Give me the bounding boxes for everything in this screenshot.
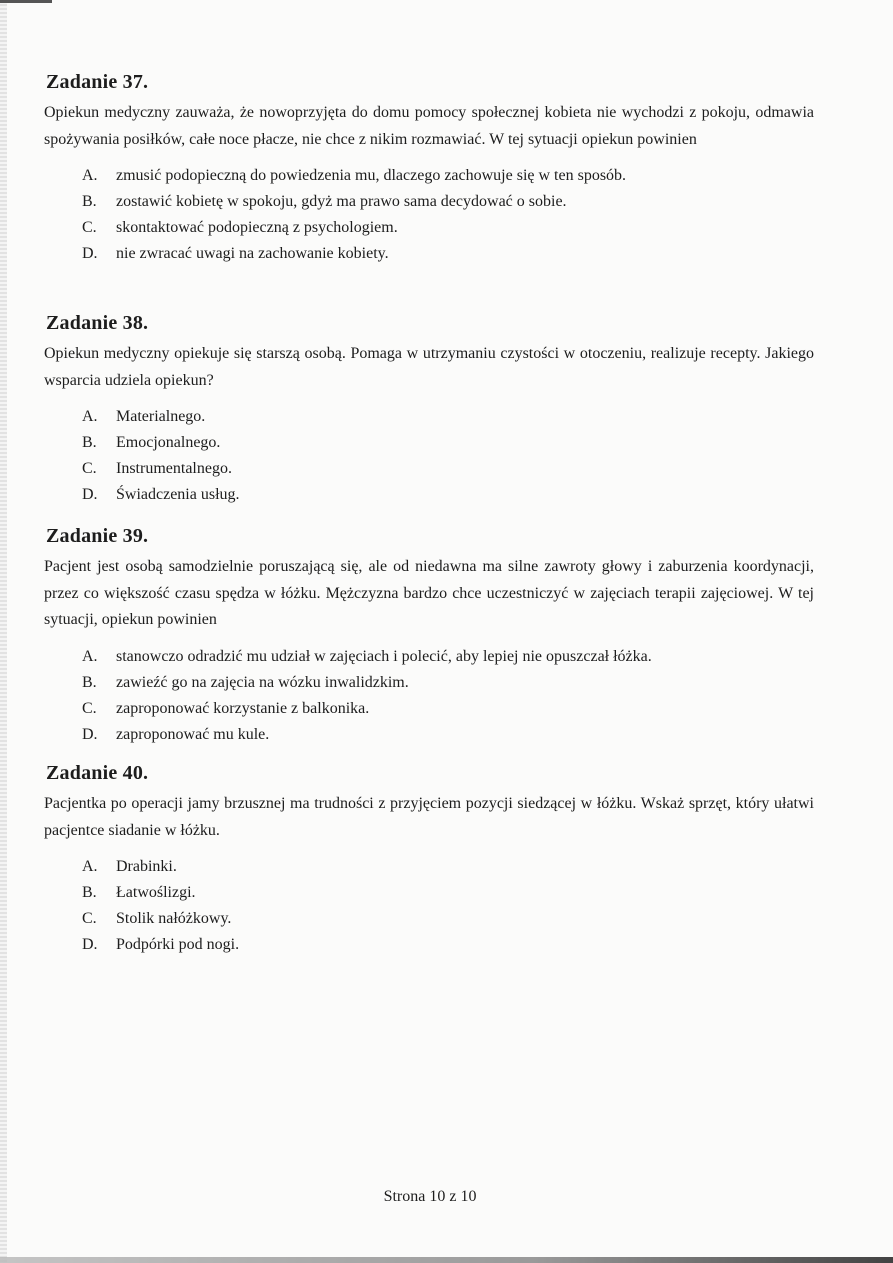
option-a: A. Drabinki. xyxy=(82,858,177,875)
option-c: C. Stolik nałóżkowy. xyxy=(82,910,232,927)
option-list xyxy=(44,854,814,958)
task-stem: Pacjentka po operacji jamy brzusznej ma trudności z przyjęciem pozycji siedzącej w łóżku. Wskaż sprzęt, który ułatwi pacjentce siadanie w łóżku. xyxy=(44,795,814,839)
option-a: A. zmusić podopieczną do powiedzenia mu, dlaczego zachowuje się w ten sposób. xyxy=(82,167,627,184)
task-38 xyxy=(44,312,814,508)
option-b: B. zostawić kobietę w spokoju, gdyż ma prawo sama decydować o sobie. xyxy=(82,193,567,210)
option-b: B. Emocjonalnego. xyxy=(82,434,221,451)
option-b: B. zawieźć go na zajęcia na wózku inwalidzkim. xyxy=(82,673,409,691)
scan-edge-bottom xyxy=(0,1257,893,1263)
task-39 xyxy=(44,525,814,748)
task-title: Zadanie 39. xyxy=(46,525,149,547)
task-title: Zadanie 40. xyxy=(46,762,149,784)
task-title: Zadanie 37. xyxy=(46,71,149,93)
option-c: C. zaproponować korzystanie z balkonika. xyxy=(82,699,370,717)
option-d: D. zaproponować mu kule. xyxy=(82,725,270,743)
scan-edge-left xyxy=(0,0,7,1263)
task-37 xyxy=(44,71,814,267)
scan-edge-top xyxy=(0,0,52,3)
option-a: A. stanowczo odradzić mu udział w zajęciach i polecić, aby lepiej nie opuszczał łóżka. xyxy=(82,647,652,665)
page-number: Strona 10 z 10 xyxy=(383,1188,477,1205)
task-stem: Pacjent jest osobą samodzielnie poruszającą się, ale od niedawna ma silne zawroty głowy i zaburzenia koordynacji, przez co większość czasu spędza w łóżku. Mężczyzna bardzo chce uczestniczyć w zajęciach terapii zajęciowej. W tej sytuacji, opiekun powinien xyxy=(44,558,814,628)
option-b: B. Łatwoślizgi. xyxy=(82,884,196,901)
option-c: C. skontaktować podopieczną z psychologiem. xyxy=(82,219,398,236)
option-list xyxy=(44,644,814,748)
task-stem: Opiekun medyczny opiekuje się starszą osobą. Pomaga w utrzymaniu czystości w otoczeniu, realizuje recepty. Jakiego wsparcia udziela opiekun? xyxy=(44,345,814,389)
option-list xyxy=(44,163,814,267)
option-d: D. Podpórki pod nogi. xyxy=(82,936,240,953)
task-40 xyxy=(44,762,814,958)
option-list xyxy=(44,404,814,508)
option-d: D. nie zwracać uwagi na zachowanie kobiety. xyxy=(82,245,389,262)
option-a: A. Materialnego. xyxy=(82,408,206,425)
task-stem: Opiekun medyczny zauważa, że nowoprzyjęta do domu pomocy społecznej kobieta nie wychodzi z pokoju, odmawia spożywania posiłków, całe noce płacze, nie chce z nikim rozmawiać. W tej sytuacji opiekun powinien xyxy=(44,104,814,148)
option-c: C. Instrumentalnego. xyxy=(82,460,232,477)
option-d: D. Świadczenia usług. xyxy=(82,486,240,503)
task-title: Zadanie 38. xyxy=(46,312,149,334)
